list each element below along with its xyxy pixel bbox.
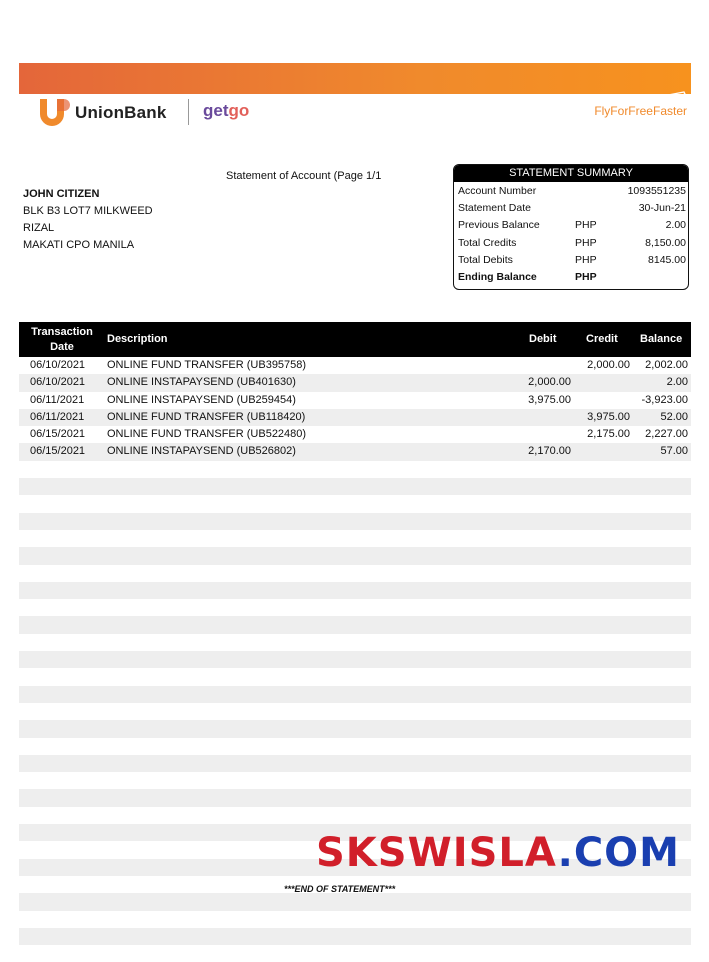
cell-description: ONLINE INSTAPAYSEND (UB526802)	[107, 445, 296, 458]
customer-name: JOHN CITIZEN	[23, 188, 100, 200]
table-row-empty	[19, 789, 691, 806]
summary-label: Total Credits	[458, 236, 517, 249]
table-row-empty	[19, 945, 691, 962]
table-row-empty	[19, 599, 691, 616]
table-row	[19, 426, 691, 443]
partner-name-get: get	[203, 101, 229, 120]
cell-date: 06/11/2021	[30, 410, 85, 423]
summary-row	[454, 199, 688, 216]
cell-credit: 3,975.00	[587, 410, 630, 423]
table-row-empty	[19, 513, 691, 530]
summary-title: STATEMENT SUMMARY	[454, 165, 688, 182]
table-row	[19, 443, 691, 460]
cell-debit: 2,000.00	[528, 376, 571, 389]
cell-date: 06/15/2021	[30, 428, 86, 441]
statement-summary-box	[453, 164, 689, 290]
tagline: FlyForFreeFaster	[594, 104, 687, 118]
table-row-empty	[19, 755, 691, 772]
summary-row	[454, 182, 688, 199]
cell-debit: 2,170.00	[528, 445, 571, 458]
summary-currency: PHP	[575, 253, 597, 266]
summary-row	[454, 216, 688, 233]
customer-address-line: RIZAL	[23, 222, 55, 234]
table-row-empty	[19, 893, 691, 910]
column-header-description: Description	[107, 333, 168, 345]
cell-date: 06/11/2021	[30, 393, 85, 406]
cell-balance: 52.00	[660, 410, 688, 423]
table-row-empty	[19, 911, 691, 928]
table-row	[19, 374, 691, 391]
summary-label: Total Debits	[458, 253, 513, 266]
customer-address-block	[23, 186, 153, 254]
cell-credit: 2,000.00	[587, 359, 630, 371]
table-row-empty	[19, 461, 691, 478]
airplane-icon	[662, 86, 686, 104]
column-header-date-line1: Transaction	[31, 326, 93, 338]
table-row-empty	[19, 634, 691, 651]
table-row-empty	[19, 720, 691, 737]
column-header-balance: Balance	[640, 333, 683, 345]
table-row-empty	[19, 686, 691, 703]
table-row-empty	[19, 565, 691, 582]
statement-title: Statement of Account (Page 1/1	[226, 170, 382, 182]
header-banner	[19, 63, 691, 94]
table-row-empty	[19, 582, 691, 599]
table-row	[19, 357, 691, 374]
partner-logo	[203, 101, 249, 121]
cell-balance: 2.00	[666, 376, 688, 389]
table-row-empty	[19, 668, 691, 685]
customer-address-line: BLK B3 LOT7 MILKWEED	[23, 205, 153, 217]
table-row-empty	[19, 703, 691, 720]
table-row	[19, 409, 691, 426]
summary-row-ending-balance	[454, 268, 688, 285]
cell-balance: 57.00	[660, 445, 688, 458]
watermark	[316, 830, 680, 876]
cell-description: ONLINE FUND TRANSFER (UB118420)	[107, 410, 306, 423]
cell-credit: 2,175.00	[587, 428, 630, 441]
summary-label: Previous Balance	[458, 219, 540, 232]
cell-description: ONLINE INSTAPAYSEND (UB259454)	[107, 393, 296, 406]
column-header-credit: Credit	[586, 333, 618, 345]
summary-label: Account Number	[458, 185, 537, 197]
table-row	[19, 392, 691, 409]
table-row-empty	[19, 928, 691, 945]
summary-value: 2.00	[665, 219, 686, 232]
summary-label: Ending Balance	[458, 270, 537, 283]
table-row-empty	[19, 616, 691, 633]
cell-date: 06/10/2021	[30, 376, 86, 389]
bank-name: UnionBank	[75, 103, 167, 122]
cell-balance: 2,227.00	[645, 428, 688, 441]
cell-balance: 2,002.00	[645, 359, 688, 371]
table-row-empty	[19, 530, 691, 547]
table-row-empty	[19, 495, 691, 512]
summary-currency: PHP	[575, 219, 597, 232]
summary-value: 8145.00	[648, 253, 686, 266]
logo-divider	[188, 99, 189, 125]
watermark-part2: .COM	[557, 830, 680, 876]
summary-label: Statement Date	[458, 202, 531, 215]
summary-value: 1093551235	[627, 185, 686, 197]
cell-date: 06/10/2021	[30, 359, 86, 371]
cell-debit: 3,975.00	[528, 393, 571, 406]
table-row-empty	[19, 547, 691, 564]
summary-row	[454, 251, 688, 268]
partner-name-go: go	[228, 101, 250, 120]
column-header-debit: Debit	[529, 333, 557, 345]
summary-currency: PHP	[575, 270, 597, 283]
summary-value: 8,150.00	[645, 236, 686, 249]
column-header-date-line2: Date	[50, 341, 74, 353]
summary-value: 30-Jun-21	[638, 202, 686, 215]
table-row-empty	[19, 651, 691, 668]
cell-balance: -3,923.00	[641, 393, 688, 406]
summary-currency: PHP	[575, 236, 597, 249]
table-row-empty	[19, 478, 691, 495]
table-row-empty	[19, 772, 691, 789]
cell-description: ONLINE FUND TRANSFER (UB522480)	[107, 428, 307, 441]
column-header-date	[25, 325, 99, 355]
cell-description: ONLINE FUND TRANSFER (UB395758)	[107, 359, 307, 371]
end-of-statement: ***END OF STATEMENT***	[284, 884, 396, 894]
watermark-part1: SKSWISLA	[316, 830, 558, 876]
summary-row	[454, 234, 688, 251]
transactions-table-header	[19, 322, 691, 357]
cell-date: 06/15/2021	[30, 445, 86, 458]
table-row-empty	[19, 807, 691, 824]
unionbank-logo-icon	[38, 97, 70, 127]
table-row-empty	[19, 738, 691, 755]
customer-address-line: MAKATI CPO MANILA	[23, 239, 135, 251]
cell-description: ONLINE INSTAPAYSEND (UB401630)	[107, 376, 296, 389]
